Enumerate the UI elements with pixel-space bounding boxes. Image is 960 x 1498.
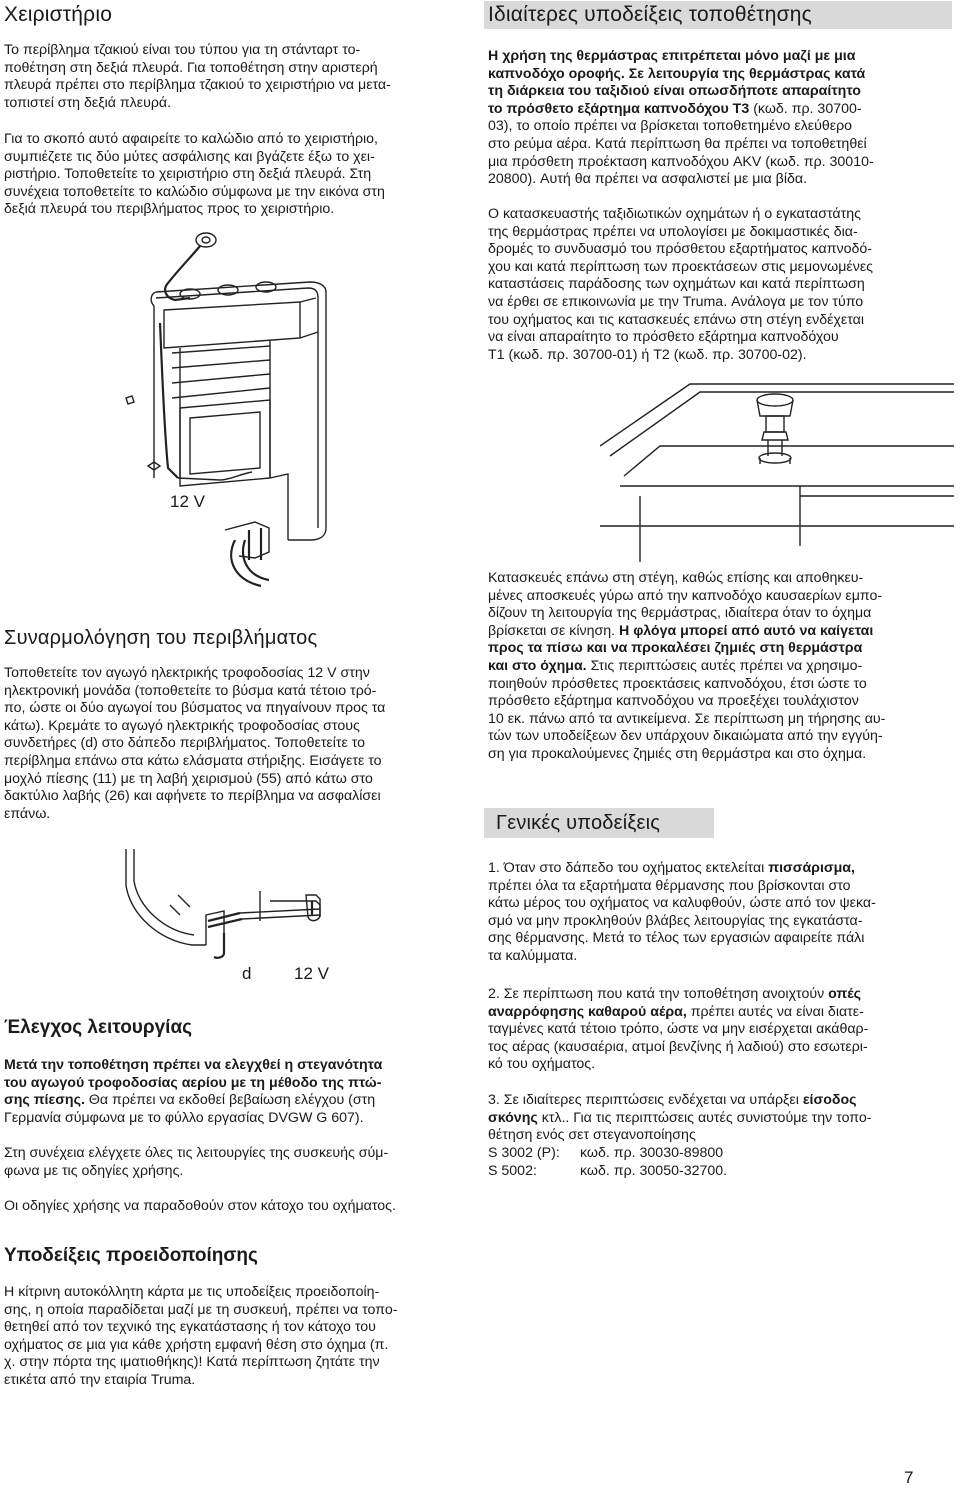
figure1-voltage-label: 12 V: [170, 492, 205, 511]
section-title-special: Ιδιαίτερες υποδείξεις τοποθέτησης: [484, 1, 952, 29]
kit-1-name: S 3002 (P):: [488, 1145, 560, 1161]
general-item-3-b: κτλ.. Για τις περιπτώσεις αυτές συνιστούμε την τοπο- θέτηση ενός σετ στεγανοποίησης: [488, 1109, 872, 1144]
check-paragraph-1-rest: Θα πρέπει να εκδοθεί βεβαίωση ελέγχου (στη Γερμανία σύμφωνα με το φύλλο εργασίας DVGW G 607).: [4, 1092, 376, 1126]
check-paragraph-1-bold: Μετά την τοποθέτηση πρέπει να ελεγχθεί η στεγανότητα του αγωγού τροφοδοσίας αερίου με τη μέθοδο της πτώ- σης πίεσης.: [4, 1057, 383, 1109]
special-paragraph-3: [488, 570, 958, 764]
special-paragraph-3-rest: Στις περιπτώσεις αυτές πρέπει να χρησιμο- ποιηθούν πρόσθετες προεκτάσεις καπνοδόχου, έτσι ώστε το πρόσθετο εξάρτημα καπνοδόχου να προεξέχει τουλάχιστον 10 εκ. πάνω από τα αντικείμενα. Σε περίπτωση μη τήρησης αυ- τών των υποδείξεων δεν υπάρχουν δικαιώματα από την εγγύη- ση για προκαλούμενες ζημιές στη θερμάστρα και στο όχημα.: [488, 657, 886, 762]
section-title-check: [4, 1017, 192, 1039]
special-paragraph-3-bold: Η φλόγα μπορεί από αυτό να καίγεται προς τα πίσω και να προκαλέσει ζημιές στη θερμάστρα και στο όχημα.: [488, 622, 874, 674]
special-paragraph-3-a: Κατασκευές επάνω στη στέγη, καθώς επίσης και αποθηκευ- μένες αποσκευές γύρω από την καπνοδόχο καυσαερίων εμπο- δίζουν τη λειτουργία της θερμάστρας, ιδιαίτερα όταν το όχημα βρίσκεται σε κίνηση.: [488, 570, 883, 639]
kit-2-code: κωδ. πρ. 30050-32700.: [580, 1163, 728, 1179]
general-item-2: [488, 986, 958, 1074]
general-item-2-b: πρέπει αυτές να είναι διατε- ταγμένες κατά τέτοιο τρόπο, ώστε να μην εισέρχεται ακάθαρ- τος αέρας (καυσαέρια, ατμοί βενζίνης ή λαδιού) στο εσωτερι- κό του οχήματος.: [488, 1003, 869, 1073]
handle-paragraph-2: Για το σκοπό αυτό αφαιρείτε το καλώδιο από το χειριστήριο, συμπιέζετε τις δύο μύτες ασφάλισης και βγάζετε έξω το χει- ριστήριο. Τοποθετείτε το χειριστήριο στη δεξιά πλευρά. Στη συνέχεια τοποθετείτε το καλώδιο σύμφωνα με την εικόνα στη δεξιά πλευρά του περιβλήματος προς το χειριστήριο.: [4, 131, 385, 218]
figure2-label-voltage: 12 V: [294, 964, 329, 983]
warning-paragraph: Η κίτρινη αυτοκόλλητη κάρτα με τις υποδείξεις προειδοποίη- σης, η οποία παραδίδεται μαζί με τη συσκευή, πρέπει να τοπο- θετηθεί από τον τεχνικό της εγκατάστασης ή τον κάτοχο του οχήματος σε μια για κάθε χρήστη εμφανή θέση στο όχημα (π. χ. στην πόρτα της ιματιοθήκης)! Κατά περίπτωση ζητάτε την ετικέτα από την εταιρία Truma.: [4, 1284, 398, 1388]
general-item-1-bold: πισσάρισμα,: [768, 860, 855, 876]
handle-paragraph-1: Το περίβλημα τζακιού είναι του τύπου για τη στάνταρτ το- ποθέτηση στη δεξιά πλευρά. Για τοποθέτηση στην αριστερή πλευρά πρέπει στο περίβλημα τζακιού το χειριστήριο να μετα- τοπιστεί στη δεξιά πλευρά.: [4, 42, 391, 111]
general-item-3-a: 3. Σε ιδιαίτερες περιπτώσεις ενδέχεται να υπάρξει: [488, 1092, 803, 1108]
special-paragraph-2: Ο κατασκευαστής ταξιδιωτικών οχημάτων ή ο εγκαταστάτης της θερμάστρας πρέπει να υπολογίσει με δοκιμαστικές δια- δρομές το συνδυασμό του πρόσθετου εξαρτήματος καπνοδό- χου και κατά περίπτωση των προεκτάσεων στις μεμονωμένες καταστάσεις παράδοσης των οχημάτων και κατά περίπτωση να έρθει σε επικοινωνία με την Truma. Ανάλογα με τον τύπο του οχήματος και τις κατασκευές επάνω στη στέγη ενδέχεται να είναι απαραίτητο το πρόσθετο εξάρτημα καπνοδόχου T1 (κωδ. πρ. 30700-01) ή T2 (κωδ. πρ. 30700-02).: [488, 206, 874, 363]
kit-1-code: κωδ. πρ. 30030-89800: [580, 1145, 724, 1161]
section-title-warning: Υποδείξεις προειδοποίησης: [4, 1245, 258, 1266]
cable-routing-illustration: [120, 845, 360, 965]
section-title-assembly: Συναρμολόγηση του περιβλήματος: [4, 627, 318, 649]
general-item-1-a: 1. Όταν στο δάπεδο του οχήματος εκτελείται: [488, 860, 769, 876]
section-title-handle: Χειριστήριο: [4, 3, 113, 26]
general-item-3: [488, 1092, 958, 1145]
check-paragraph-2: Στη συνέχεια ελέγχετε όλες τις λειτουργίες της συσκευής σύμ- φωνα με τις οδηγίες χρήσης.: [4, 1145, 389, 1179]
cable-connector-detail: [205, 500, 305, 590]
check-title-text: Έλεγχος λειτουργίας: [4, 1017, 193, 1038]
special-paragraph-1: [488, 48, 958, 189]
general-item-2-bold: οπές αναρρόφησης καθαρού αέρα,: [488, 986, 862, 1020]
kit-2-name: S 5002:: [488, 1163, 537, 1179]
general-item-1-b: πρέπει όλα τα εξαρτήματα θέρμανσης που βρίσκονται στο κάτω μέρος του οχήματος να καλυφθούν, ώστε από τον ψεκα- σμό να μην προκληθούν βλάβες λειτουργίας της εγκατάστα- σης θέρμανσης. Μετά το τέλος των εργασιών αφαιρείτε πάλι τα καλύμματα.: [488, 877, 876, 964]
check-paragraph-1: [4, 1057, 474, 1127]
general-item-1: [488, 860, 958, 966]
figure2-label-d: d: [242, 964, 252, 983]
roof-chimney-illustration: [600, 376, 954, 562]
general-item-3-bold: είσοδος σκόνης: [488, 1092, 857, 1126]
assembly-paragraph: Τοποθετείτε τον αγωγό ηλεκτρικής τροφοδοσίας 12 V στην ηλεκτρονική μονάδα (τοποθετείτε το βύσμα κατά τέτοιο τρό- πο, ώστε οι δύο αγωγοί του βύσματος να πηγαίνουν προς τα κάτω). Κρεμάτε το αγωγό ηλεκτρικής τροφοδοσίας στους συνδετήρες (d) στο δάπεδο περιβλήματος. Τοποθετείτε το περίβλημα επάνω στα κάτω ελάσματα στήριξης. Εισάγετε το μοχλό πίεσης (11) με τη λαβή χειρισμού (55) από κάτω στο δακτύλιο λαβής (26) και αφήνετε το περίβλημα να ασφαλίσει επάνω.: [4, 665, 386, 822]
page-number: 7: [904, 1468, 914, 1487]
casing-handle-illustration: [120, 228, 380, 546]
section-title-general: Γενικές υποδείξεις: [484, 808, 714, 838]
general-item-2-a: 2. Σε περίπτωση που κατά την τοποθέτηση ανοιχτούν: [488, 986, 829, 1002]
check-paragraph-3: Οι οδηγίες χρήσης να παραδοθούν στον κάτοχο του οχήματος.: [4, 1198, 396, 1214]
special-paragraph-1-rest: (κωδ. πρ. 30700- 03), το οποίο πρέπει να βρίσκεται τοποθετημένο ελεύθερο στο ρεύμα αέρα. Κατά περίπτωση θα πρέπει να τοποθετηθεί μια πρόσθετη προέκταση καπνοδόχου AKV (κωδ. πρ. 30010- 20800). Αυτή θα πρέπει να ασφαλιστεί με μια βίδα.: [488, 100, 874, 188]
special-paragraph-1-bold: Η χρήση της θερμάστρας επιτρέπεται μόνο μαζί με μια καπνοδόχο οροφής. Σε λειτουργία της θερμάστρας κατά τη διάρκεια του ταξιδιού είναι οπωσδήποτε απαραίτητο το πρόσθετο εξάρτημα καπνοδόχου T3: [488, 48, 866, 117]
